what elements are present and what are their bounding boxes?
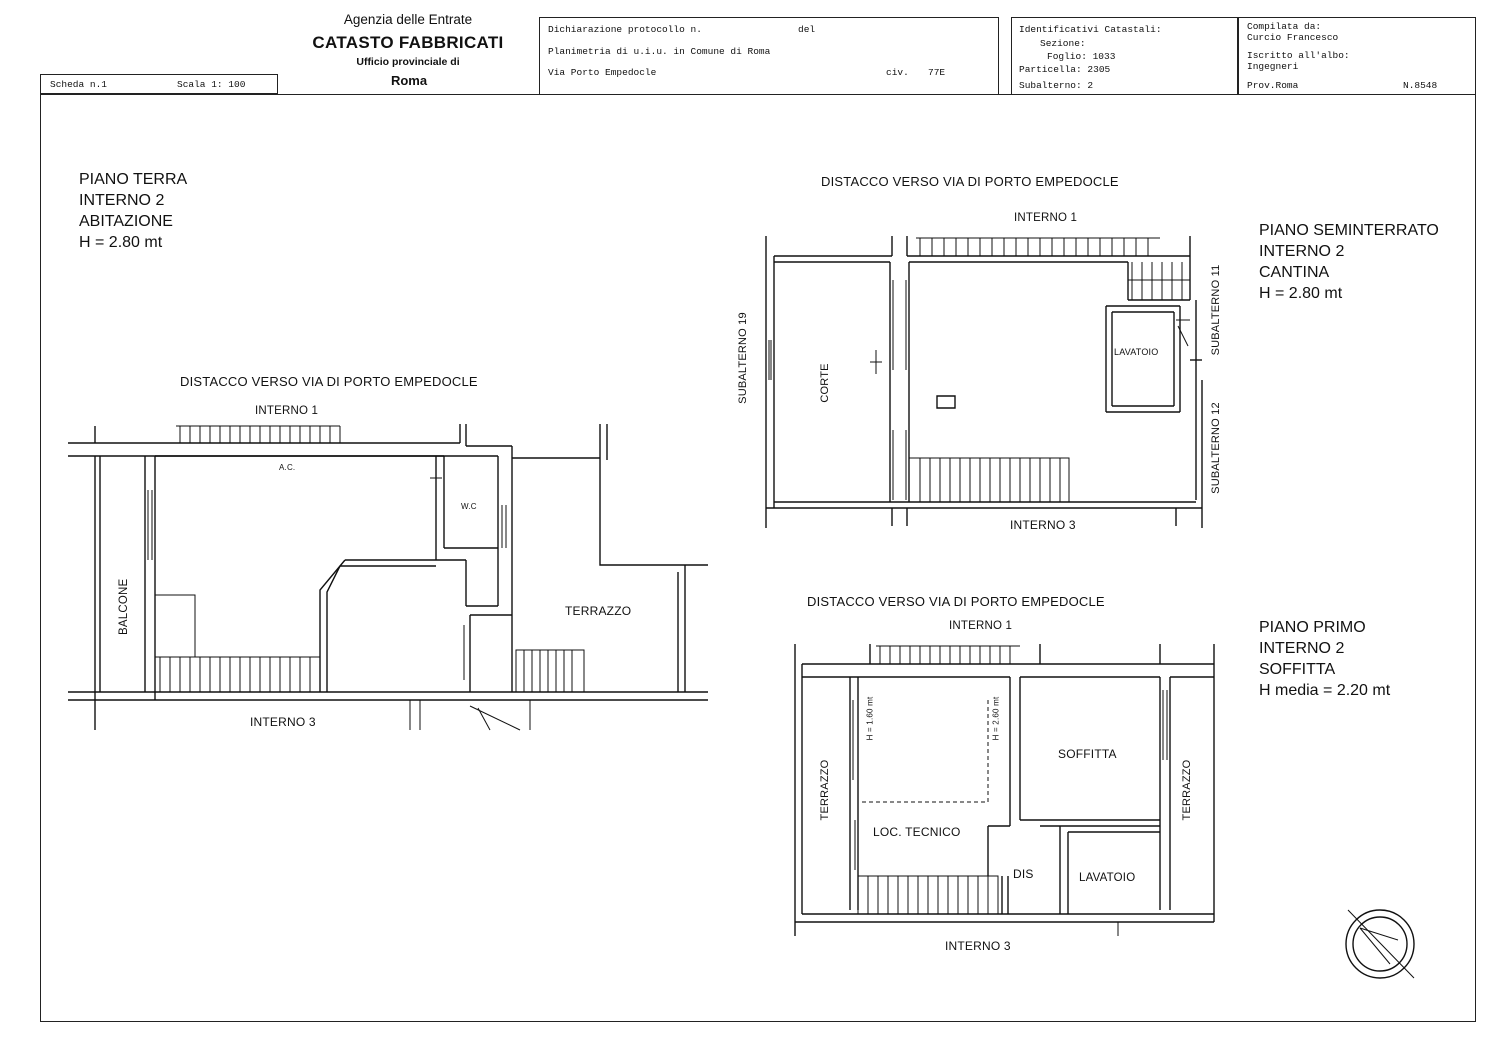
terra-title-line-2: INTERNO 2 — [79, 192, 165, 209]
numero-label: N.8548 — [1403, 80, 1438, 91]
semi-distacco: DISTACCO VERSO VIA DI PORTO EMPEDOCLE — [821, 174, 1119, 189]
semi-title-block — [1259, 220, 1439, 304]
sezione-label: Sezione: — [1040, 38, 1086, 49]
particella-label: Particella: 2305 — [1019, 64, 1111, 75]
primo-terrazzo-left: TERRAZZO — [819, 759, 831, 821]
foglio-label: Foglio: 1033 — [1047, 51, 1116, 62]
semi-sub11: SUBALTERNO 11 — [1210, 264, 1222, 356]
terra-title-block — [79, 169, 187, 253]
via-label: Via Porto Empedocle — [548, 67, 657, 78]
dichiarazione-label: Dichiarazione protocollo n. — [548, 24, 702, 35]
semi-sub12: SUBALTERNO 12 — [1210, 402, 1222, 494]
prov-label: Prov.Roma — [1247, 80, 1299, 91]
agency-name: Agenzia delle Entrate — [343, 12, 473, 27]
primo-title-line-3: SOFFITTA — [1259, 661, 1336, 678]
semi-interno3: INTERNO 3 — [1010, 518, 1076, 532]
planimetria-label: Planimetria di u.i.u. in Comune di Roma — [548, 46, 771, 57]
semi-title-line-1: PIANO SEMINTERRATO — [1259, 222, 1439, 239]
primo-terrazzo-right: TERRAZZO — [1181, 759, 1193, 821]
primo-interno3: INTERNO 3 — [945, 939, 1011, 953]
civ-label: civ. — [886, 67, 909, 78]
semi-corte: CORTE — [819, 363, 831, 403]
terra-interno3: INTERNO 3 — [250, 715, 316, 729]
semi-title-line-4: H = 2.80 mt — [1259, 285, 1343, 302]
catasto-title: CATASTO FABBRICATI — [312, 33, 504, 52]
scheda-label: Scheda n.1 — [50, 79, 108, 90]
semi-interno1: INTERNO 1 — [1014, 212, 1078, 224]
del-label: del — [798, 24, 816, 35]
semi-lavatoio: LAVATOIO — [1114, 347, 1159, 357]
primo-title-line-4: H media = 2.20 mt — [1259, 682, 1391, 699]
nome-label: Curcio Francesco — [1247, 32, 1339, 43]
plan-terra — [68, 424, 708, 730]
ufficio-label: Ufficio provinciale di — [356, 56, 460, 68]
compilata-label: Compilata da: — [1247, 21, 1322, 32]
primo-title-line-2: INTERNO 2 — [1259, 640, 1345, 657]
semi-title-line-3: CANTINA — [1259, 264, 1330, 281]
primo-distacco: DISTACCO VERSO VIA DI PORTO EMPEDOCLE — [807, 594, 1105, 609]
iscritto-label: Iscritto all'albo: — [1247, 50, 1350, 61]
terra-title-line-4: H = 2.80 mt — [79, 234, 163, 251]
plan-seminterrato — [766, 236, 1202, 528]
semi-title-line-2: INTERNO 2 — [1259, 243, 1345, 260]
primo-lavatoio: LAVATOIO — [1079, 872, 1136, 884]
terra-ac: A.C. — [279, 463, 296, 472]
primo-interno1: INTERNO 1 — [949, 620, 1013, 632]
ident-title: Identificativi Catastali: — [1019, 24, 1162, 35]
civ-value: 77E — [928, 67, 946, 78]
semi-sub19: SUBALTERNO 19 — [737, 312, 749, 404]
primo-h260: H = 2.60 mt — [991, 696, 1001, 741]
terra-interno1: INTERNO 1 — [255, 405, 319, 417]
scala-label: Scala 1: 100 — [177, 79, 246, 90]
terra-wc: W.C — [461, 502, 477, 511]
primo-h160: H = 1.60 mt — [865, 696, 875, 741]
terra-title-line-3: ABITAZIONE — [79, 213, 173, 230]
terra-distacco: DISTACCO VERSO VIA DI PORTO EMPEDOCLE — [180, 374, 478, 389]
terra-balcone: BALCONE — [118, 578, 130, 635]
primo-title-line-1: PIANO PRIMO — [1259, 619, 1366, 636]
terra-terrazzo: TERRAZZO — [565, 604, 632, 618]
terra-title-line-1: PIANO TERRA — [79, 171, 188, 188]
primo-title-block — [1259, 617, 1390, 701]
primo-soffitta: SOFFITTA — [1058, 747, 1117, 761]
city-label: Roma — [390, 73, 428, 88]
primo-loc-tecnico: LOC. TECNICO — [873, 825, 961, 839]
subalterno-label: Subalterno: 2 — [1019, 80, 1094, 91]
primo-dis: DIS — [1013, 867, 1034, 881]
albo-label: Ingegneri — [1247, 61, 1299, 72]
